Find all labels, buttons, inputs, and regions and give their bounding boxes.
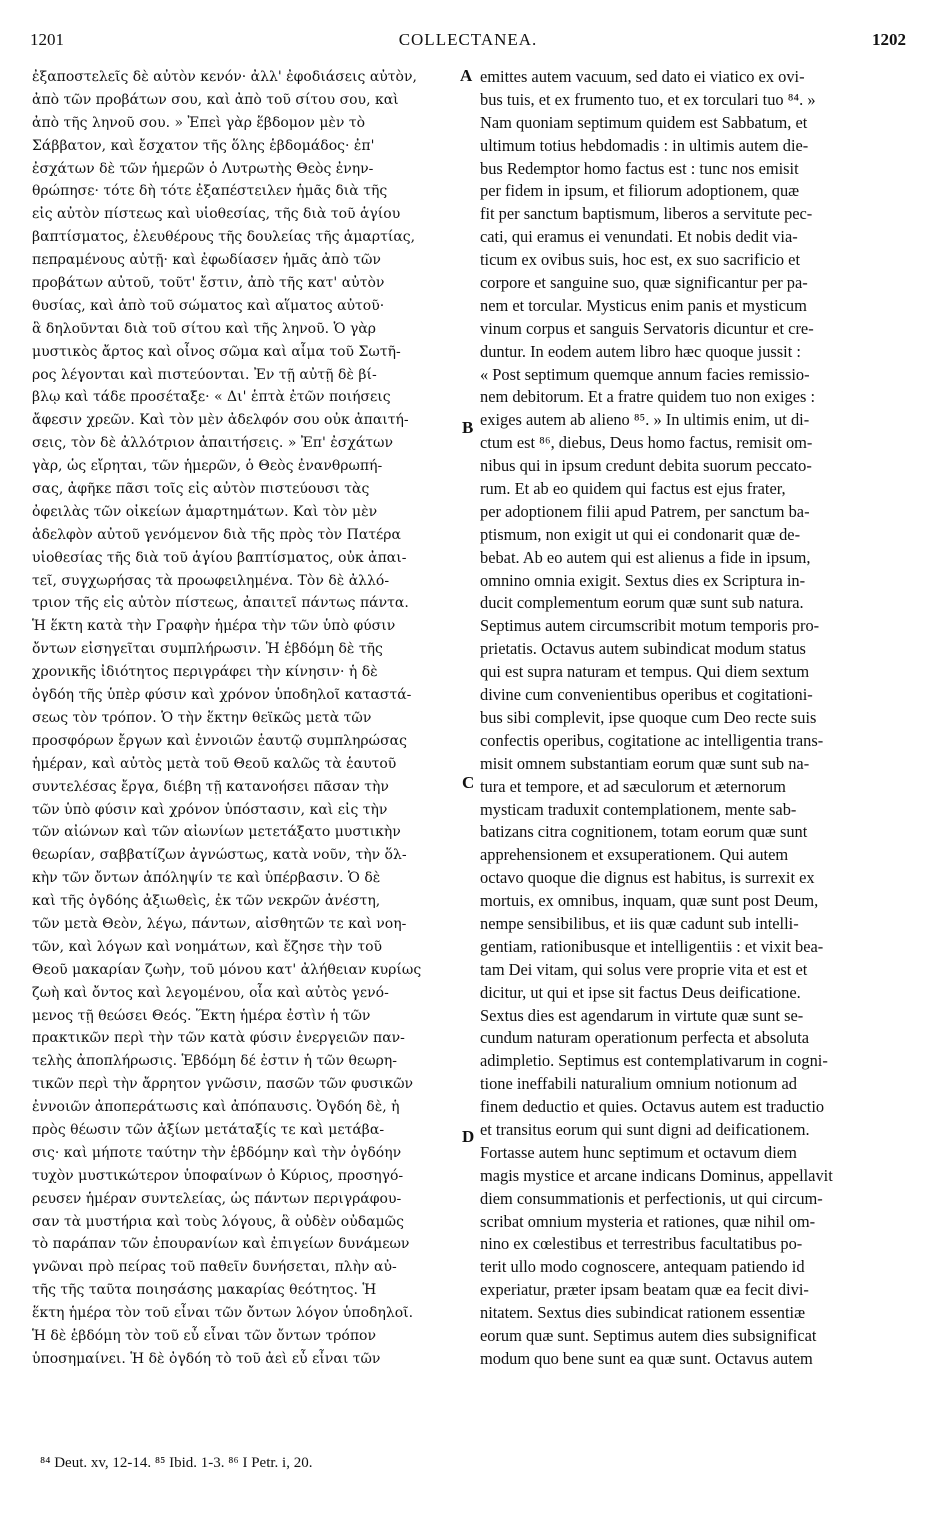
greek-text-line: Ἡ ἕκτη κατὰ τὴν Γραφὴν ἡμέρα τὴν τῶν ὑπὸ φύσιν bbox=[32, 618, 396, 635]
latin-text-line: nem et torcular. Mysticus enim panis et mysticum bbox=[480, 295, 807, 315]
latin-text-line: bebat. Ab eo autem qui est alienus a fide in ipsum, bbox=[480, 547, 811, 567]
greek-text-line: ἄφεσιν χρεῶν. Καὶ τὸν μὲν ἀδελφόν σου οὐκ ἀπαιτή- bbox=[32, 412, 409, 429]
latin-text-line: ctum est ⁸⁶, diebus, Deus homo factus, remisit om- bbox=[480, 433, 813, 453]
latin-text-line: exiges autem ab alieno ⁸⁵. » In ultimis enim, ut di- bbox=[480, 410, 810, 430]
latin-text-line: rum. Et ab eo quidem qui factus est ejus frater, bbox=[480, 479, 786, 499]
page-number-right: 1202 bbox=[872, 30, 906, 49]
greek-text-line: ἐννοιῶν ἀποπεράτωσις καὶ ἀπόπαυσις. Ὀγδόη δὲ, ἡ bbox=[32, 1099, 400, 1116]
greek-text-line: ἡμέραν, καὶ αὐτὸς μετὰ τοῦ Θεοῦ καλῶς τὰ ἑαυτοῦ bbox=[32, 755, 397, 772]
greek-text-line: ἀδελφὸν αὐτοῦ γενόμενον διὰ τῆς πρὸς τὸν Πατέρα bbox=[32, 526, 401, 543]
greek-text-line: τὸ παράπαν τῶν ἐπουρανίων καὶ ἐπιγείων δυνάμεων bbox=[32, 1236, 410, 1253]
latin-text-line: nempe sensibilibus, et iis quæ cadunt sub intelli- bbox=[480, 913, 799, 933]
latin-text-line: modum quo bene sunt ea quæ sunt. Octavus autem bbox=[480, 1348, 813, 1368]
latin-text-line: cundum naturam operationum perfecta et absoluta bbox=[480, 1028, 810, 1048]
greek-text-line: ζωὴ καὶ ὄντος καὶ λεγομένου, οἷα καὶ αὐτὸς γενό- bbox=[32, 984, 389, 1001]
latin-text-line: cati, qui eramus ei venundati. Et nobis dedit via- bbox=[480, 227, 798, 247]
greek-text-line: ὀφειλὰς τῶν οἰκείων ἁμαρτημάτων. Καὶ τὸν μὲν bbox=[32, 503, 378, 520]
greek-text-line: πεπραμένους αὐτῇ· καὶ ἐφωδίασεν ἡμᾶς ἀπὸ τῶν bbox=[32, 252, 381, 269]
latin-text-line: eorum quæ sunt. Septimus autem dies subsignificat bbox=[480, 1325, 817, 1345]
greek-text-line: προσφόρων ἔργων καὶ ἐννοιῶν ἑαυτῷ συμπληρώσας bbox=[32, 732, 407, 749]
greek-text-line: τεῖ, συγχωρήσας τὰ προωφειλημένα. Τὸν δὲ ἀλλό- bbox=[32, 572, 390, 589]
latin-text-line: ultimum totius hebdomadis : in ultimis autem die- bbox=[480, 135, 809, 155]
greek-text-line: εἰς αὐτὸν πίστεως καὶ υἱοθεσίας, τῆς διὰ τοῦ ἁγίου bbox=[32, 206, 401, 223]
latin-text-line: tione ineffabili naturalium omnium notionum ad bbox=[480, 1074, 797, 1094]
latin-text-line: nibus qui in ipsum credunt debita suorum peccato- bbox=[480, 456, 812, 476]
greek-text-line: τελὴς ἀποπλήρωσις. Ἑβδόμη δέ ἐστιν ἡ τῶν θεωρη- bbox=[32, 1053, 397, 1070]
latin-text-line: diem consummationis et perfectionis, ut qui circum- bbox=[480, 1188, 823, 1208]
latin-text-line: omnino omnia exigit. Sextus dies ex Scriptura in- bbox=[480, 570, 806, 590]
greek-text-line: προβάτων αὐτοῦ, τοῦτ' ἔστιν, ἀπὸ τῆς κατ' αὐτὸν bbox=[32, 275, 385, 292]
greek-text-line: τῆς τῆς ταῦτα ποιησάσης μακαρίας θεότητος. Ἡ bbox=[32, 1282, 377, 1299]
latin-text-line: bus sibi complevit, ipse quoque cum Deo recte suis bbox=[480, 707, 817, 727]
latin-text-line: Fortasse autem hunc septimum et octavum diem bbox=[480, 1142, 797, 1162]
greek-text-line: βλῳ καὶ τάδε προσέταξε· « Δι' ἑπτὰ ἐτῶν ποιήσεις bbox=[32, 389, 391, 406]
greek-text-line: τῶν, καὶ λόγων καὶ νοημάτων, καὶ ἔζησε τὴν τοῦ bbox=[32, 938, 383, 955]
greek-text-line: βαπτίσματος, ἐλευθέρους τῆς δουλείας τῆς ἁμαρτίας, bbox=[32, 229, 416, 246]
footnotes: ⁸⁴ Deut. xv, 12-14. ⁸⁵ Ibid. 1-3. ⁸⁶ I Petr. i, 20. bbox=[40, 1455, 313, 1471]
latin-text-line: dicitur, ut qui et ipse sit factus Deus deificatione. bbox=[480, 982, 801, 1002]
latin-text-line: finem deductio et quies. Octavus autem est traductio bbox=[480, 1097, 825, 1117]
latin-text-line: adimpletio. Septimus est contemplativarum in cogni- bbox=[480, 1051, 828, 1071]
greek-text-line: ἐσχάτων δὲ τῶν ἡμερῶν ὁ Λυτρωτὴς Θεὸς ἐνην- bbox=[32, 160, 374, 177]
page-number-left: 1201 bbox=[30, 30, 64, 49]
latin-text-line: batizans citra cognitionem, totam eorum quæ sunt bbox=[480, 822, 808, 842]
greek-text-line: σεις, τὸν δὲ ἀλλότριον ἀπαιτήσεις. » Ἐπ' ἐσχάτων bbox=[32, 435, 393, 452]
greek-text-line: θεωρίαν, σαββατίζων ἀγνώστως, κατὰ νοῦν, τὴν ὅλ- bbox=[32, 847, 407, 864]
greek-text-line: θυσίας, καὶ ἀπὸ τοῦ σώματος καὶ αἵματος αὐτοῦ· bbox=[32, 297, 385, 314]
greek-text-line: πρακτικῶν περὶ τὴν τῶν κατὰ φύσιν ἐνεργειῶν παν- bbox=[32, 1030, 405, 1047]
latin-text-line: nem debitorum. Et a fratre quidem tuo non exiges : bbox=[480, 387, 816, 407]
greek-text-line: σας, ἀφῆκε πᾶσι τοῖς εἰς αὐτὸν πιστεύουσι τὰς bbox=[32, 481, 370, 498]
greek-text-line: μυστικὸς ἄρτος καὶ οἶνος σῶμα καὶ αἷμα τοῦ Σωτῆ- bbox=[32, 343, 401, 360]
latin-text-line: emittes autem vacuum, sed dato ei viatico ex ovi- bbox=[480, 67, 805, 86]
latin-text-line: qui est supra naturam et tempus. Qui diem sextum bbox=[480, 662, 810, 682]
latin-text-line: gentiam, rationibusque et intelligentiis : et vixit bea- bbox=[480, 936, 824, 956]
latin-text-line: corpore et sanguine suo, quæ significantur per pa- bbox=[480, 273, 808, 293]
latin-text-line: nitatem. Sextus dies subindicat rationem essentiæ bbox=[480, 1303, 806, 1323]
greek-text-line: ρος λέγονται καὶ πιστεύονται. Ἐν τῇ αὐτῇ δὲ βί- bbox=[32, 366, 377, 383]
greek-text-line: Ἡ δὲ ἑβδόμη τὸν τοῦ εὖ εἶναι τῶν ὄντων τρόπον bbox=[32, 1327, 376, 1344]
latin-text-line: ticum ex ovibus suis, hoc est, ex suo sacrificio et bbox=[480, 250, 801, 270]
greek-text-line: σεως τὸν τρόπον. Ὁ τὴν ἕκτην θεϊκῶς μετὰ τῶν bbox=[32, 709, 372, 726]
greek-text-line: γὰρ, ὡς εἴρηται, τῶν ἡμερῶν, ὁ Θεὸς ἐνανθρωπή- bbox=[32, 458, 383, 475]
greek-text-line: σαν τὰ μυστήρια καὶ τοὺς λόγους, ἃ οὐδὲν οὐδαμῶς bbox=[32, 1213, 404, 1230]
greek-column bbox=[32, 66, 456, 1371]
latin-text-line: Nam quoniam septimum quidem est Sabbatum, et bbox=[480, 112, 808, 132]
latin-text-line: « Post septimum quemque annum facies remissio- bbox=[480, 364, 810, 384]
latin-text-line: divine cum convenientibus operibus et cogitationi- bbox=[480, 685, 813, 705]
latin-text-line: nino ex cœlestibus et terrestribus facultatibus po- bbox=[480, 1234, 803, 1254]
greek-text-line: Σάββατον, καὶ ἔσχατον τῆς ὅλης ἑβδομάδος· ἐπ' bbox=[32, 137, 375, 154]
latin-text-line: bus tuis, et ex frumento tuo, et ex torculari tuo ⁸⁴. » bbox=[480, 89, 816, 109]
greek-text-line: ὄντων εἰσηγεῖται συμπλήρωσιν. Ἡ ἑβδόμη δὲ τῆς bbox=[32, 641, 383, 658]
latin-text-line: apprehensionem et exsuperationem. Qui autem bbox=[480, 845, 789, 865]
greek-text-line: τικῶν περὶ τὴν ἄρρητον γνῶσιν, πασῶν τῶν φυσικῶν bbox=[32, 1076, 414, 1093]
greek-text-line: ἐξαποστελεῖς δὲ αὐτὸν κενόν· ἀλλ' ἐφοδιάσεις αὐτὸν, bbox=[32, 69, 417, 85]
greek-text-line: ὑποσημαίνει. Ἡ δὲ ὀγδόη τὸ τοῦ ἀεὶ εὖ εἶναι τῶν bbox=[32, 1350, 381, 1367]
greek-text-line: ἃ δηλοῦνται διὰ τοῦ σίτου καὶ τῆς ληνοῦ. Ὁ γὰρ bbox=[32, 320, 377, 337]
running-title: COLLECTANEA. bbox=[398, 30, 538, 49]
greek-text-line: ἀπὸ τῶν προβάτων σου, καὶ ἀπὸ τοῦ σίτου σου, καὶ bbox=[32, 91, 399, 108]
margin-marker-b: B bbox=[462, 418, 474, 437]
greek-text-line: τῶν αἰώνων καὶ τῶν αἰωνίων μετετάξατο μυστικὴν bbox=[32, 824, 401, 841]
latin-text-line: tura et tempore, et ad sæculorum et æternorum bbox=[480, 776, 786, 796]
margin-marker-a: A bbox=[460, 66, 473, 85]
latin-text-line: experiatur, præter ipsam beatam quæ ea fecit divi- bbox=[480, 1280, 809, 1300]
greek-text-line: ρευσεν ἡμέραν συντελείας, ὡς πάντων περιγράφου- bbox=[32, 1190, 402, 1207]
latin-text-line: Sextus dies est agendarum in virtute quæ sunt se- bbox=[480, 1005, 804, 1025]
latin-text-line: vinum corpus et sanguis Servatoris dicuntur et cre- bbox=[480, 318, 814, 338]
greek-text-line: πρὸς θέωσιν τῶν ἀξίων μετάταξίς τε καὶ μετάβα- bbox=[32, 1121, 385, 1138]
greek-text-line: τῶν ὑπὸ φύσιν καὶ χρόνον ὑπόστασιν, καὶ εἰς τὴν bbox=[32, 801, 388, 818]
latin-text-line: per adoptionem filii apud Patrem, per sanctum ba- bbox=[480, 501, 810, 521]
latin-text-line: tam Dei vitam, qui solus vere proprie vita et est et bbox=[480, 959, 808, 979]
greek-text-line: κὴν τῶν ὄντων ἀπόληψίν τε καὶ ὑπέρβασιν. Ὁ δὲ bbox=[32, 870, 381, 887]
latin-text-line: terit ullo modo cognoscere, antequam patiendo id bbox=[480, 1257, 805, 1277]
latin-text-line: misit omnem substantiam eorum quæ sunt sub na- bbox=[480, 753, 810, 773]
greek-text-line: Θεοῦ μακαρίαν ζωὴν, τοῦ μόνου κατ' ἀλήθειαν κυρίως bbox=[32, 961, 422, 978]
latin-text-line: bus Redemptor homo factus est : tunc nos emisit bbox=[480, 158, 799, 178]
latin-column bbox=[480, 66, 907, 1371]
latin-text-line: octavo quoque die dignus est habitus, is surrexit ex bbox=[480, 868, 815, 888]
greek-text-line: ἀπὸ τῆς ληνοῦ σου. » Ἐπεὶ γὰρ ἕβδομον μὲν τὸ bbox=[32, 114, 366, 131]
latin-text-line: ptismum, non exigit ut qui ei condonarit quæ de- bbox=[480, 524, 801, 544]
margin-marker-d: D bbox=[462, 1127, 475, 1146]
latin-text-line: magis mystice et arcane indicans Dominus, appellavit bbox=[480, 1165, 833, 1185]
greek-text-line: υἱοθεσίας τῆς διὰ τοῦ ἁγίου βαπτίσματος, οὐκ ἀπαι- bbox=[32, 549, 407, 566]
greek-text-line: χρονικῆς ἰδιότητος περιγράφει τὴν κίνησιν· ἡ δὲ bbox=[32, 664, 378, 681]
page-header bbox=[30, 30, 906, 60]
greek-text-line: τῶν μετὰ Θεὸν, λέγω, πάντων, αἰσθητῶν τε καὶ νοη- bbox=[32, 915, 407, 932]
greek-text-line: ὀγδόη τῆς ὑπὲρ φύσιν καὶ χρόνον ὑποδηλοῖ καταστά- bbox=[32, 687, 412, 704]
latin-text-line: duntur. In eodem autem libro hæc quoque jussit : bbox=[480, 341, 801, 361]
latin-text-line: per fidem in ipsum, et filiorum adoptionem, quæ bbox=[480, 181, 800, 201]
greek-text-line: τριον τῆς εἰς αὐτὸν πίστεως, ἀπαιτεῖ πάντως πάντα. bbox=[32, 595, 409, 612]
greek-text-line: γνῶναι πρὸ πείρας τοῦ παθεῖν δυνήσεται, πλὴν αὐ- bbox=[32, 1259, 397, 1276]
greek-text-line: ἕκτη ἡμέρα τὸν τοῦ εἶναι τῶν ὄντων λόγον ὑποδηλοῖ. bbox=[32, 1305, 414, 1322]
latin-text-line: confectis operibus, cogitatione ac intelligentia trans- bbox=[480, 730, 824, 750]
latin-text-line: Septimus autem circumscribit motum temporis pro- bbox=[480, 616, 820, 636]
greek-text-line: τυχὸν μυστικώτερον ὑποφαίνων ὁ Κύριος, προσηγό- bbox=[32, 1167, 404, 1184]
latin-text-line: fit per sanctum baptismum, liberos a servitute pec- bbox=[480, 204, 813, 224]
greek-text-line: συντελέσας ἔργα, διέβη τῇ κατανοήσει πᾶσαν τὴν bbox=[32, 778, 389, 795]
greek-text-line: θρώπησε· τότε δὴ τότε ἐξαπέστειλεν ἡμᾶς διὰ τῆς bbox=[32, 183, 388, 200]
latin-text-line: et transitus eorum qui sunt digni ad deificationem. bbox=[480, 1119, 810, 1139]
latin-text-line: ducit complementum eorum quæ sunt sub natura. bbox=[480, 593, 804, 613]
greek-text-line: σις· καὶ μήποτε ταύτην τὴν ἑβδόμην καὶ τὴν ὀγδόην bbox=[32, 1144, 402, 1161]
latin-text-line: mysticam traduxit contemplationem, mente sab- bbox=[480, 799, 797, 819]
latin-text-line: mortuis, ex omnibus, inquam, quæ sunt post Deum, bbox=[480, 891, 819, 911]
greek-text-line: μενος τῇ θεώσει Θεός. Ἕκτη ἡμέρα ἐστὶν ἡ τῶν bbox=[32, 1007, 371, 1024]
margin-marker-c: C bbox=[462, 773, 475, 792]
latin-text-line: scribat omnium mysteria et rationes, quæ nihil om- bbox=[480, 1211, 816, 1231]
latin-text-line: prietatis. Octavus autem subindicat modum status bbox=[480, 639, 806, 659]
greek-text-line: καὶ τῆς ὀγδόης ἀξιωθεὶς, ἐκ τῶν νεκρῶν ἀνέστη, bbox=[32, 893, 381, 910]
